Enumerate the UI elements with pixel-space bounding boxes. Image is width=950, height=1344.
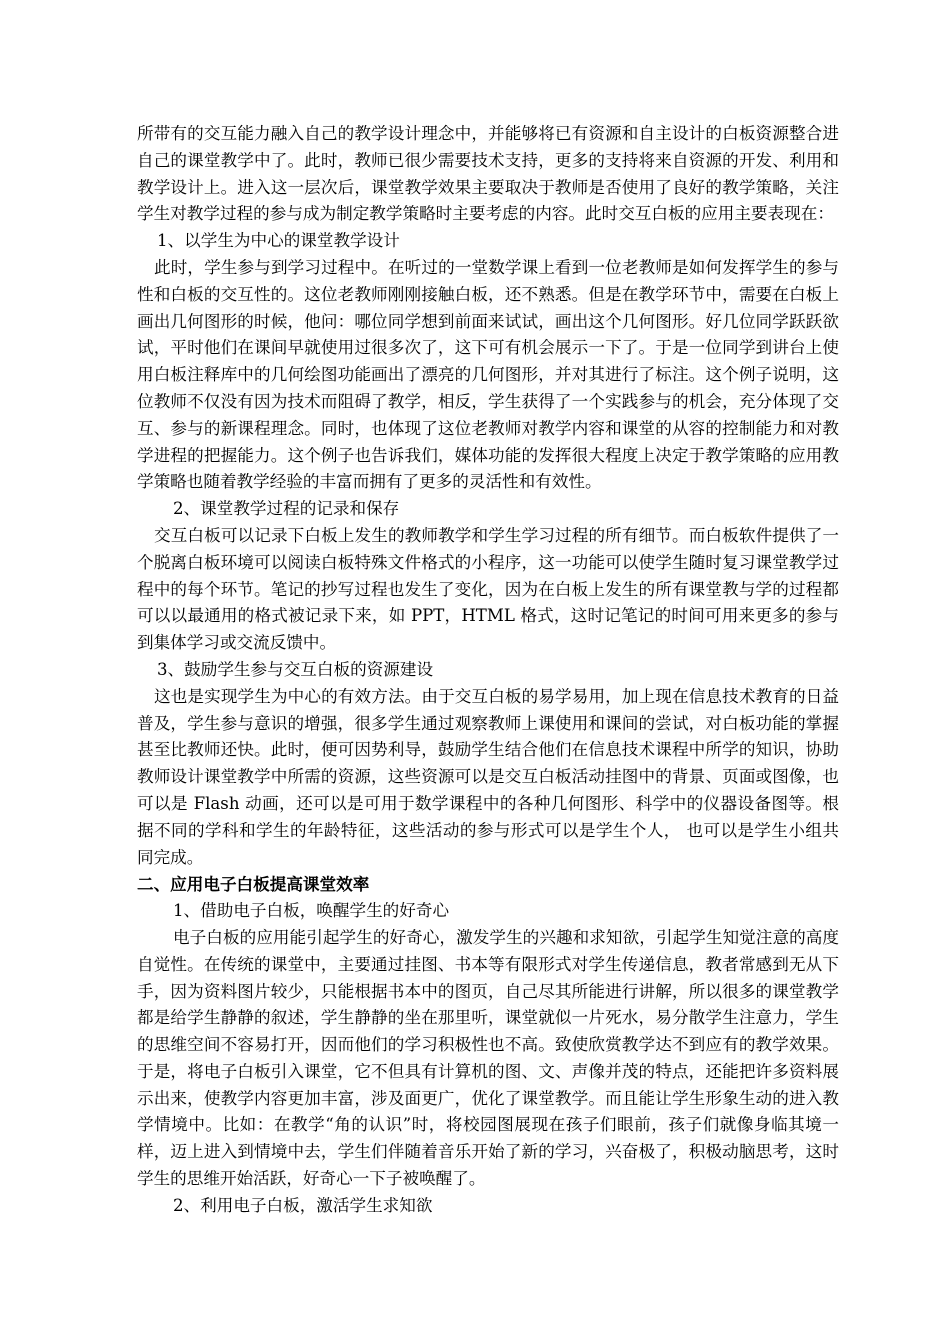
subheading-record-save: 2、课堂教学过程的记录和保存 [173, 499, 400, 519]
subheading-student-centered: 1、以学生为中心的课堂教学设计 [157, 231, 400, 251]
subheading-desire-to-learn: 2、利用电子白板，激活学生求知欲 [173, 1195, 433, 1215]
paragraph-student-centered: 此时，学生参与到学习过程中。在听过的一堂数学课上看到一位老教师是如何发挥学生的参与性和白板的交互性的。这位老教师刚刚接触白板，还不熟悉。但是在教学环节中，需要在白板上画出几何图形的时候，他问：哪位同学想到前面来试试，画出这个几何图形。好几位同学跃跃欲试，平时他们在课间早就使用过很多次了，这下可有机会展示一下了。于是一位同学到讲台上使用白板注释库中的几何绘图功能画出了漂亮的几何图形，并对其进行了标注。这个例子说明，这位教师不仅没有因为技术而阻碍了教学，相反，学生获得了一个实践参与的机会，充分体现了交互、参与的新课程理念。同时，也体现了这位老教师对教学内容和课堂的从容的控制能力和对教学进程的把握能力。这个例子也告诉我们，媒体功能的发挥很大程度上决定于教学策略的应用教学策略也随着教学经验的丰富而拥有了更多的灵活性和有效性。 [137, 257, 839, 492]
subheading-resource-building: 3、鼓励学生参与交互白板的资源建设 [157, 659, 434, 679]
paragraph-intro: 所带有的交互能力融入自己的教学设计理念中，并能够将已有资源和自主设计的白板资源整合进自己的课堂教学中了。此时，教师已很少需要技术支持，更多的支持将来自资源的开发、利用和教学设计上。进入这一层次后，课堂教学效果主要取决于教师是否使用了良好的教学策略，关注学生对教学过程的参与成为制定教学策略时主要考虑的内容。此时交互白板的应用主要表现在： [137, 124, 839, 224]
paragraph-curiosity: 电子白板的应用能引起学生的好奇心，激发学生的兴趣和求知欲，引起学生知觉注意的高度自觉性。在传统的课堂中，主要通过挂图、书本等有限形式对学生传递信息，教者常感到无从下手，因为资料图片较少，只能根据书本中的图页，自己尽其所能进行讲解，所以很多的课堂教学都是给学生静静的叙述，学生静静的坐在那里听，课堂就似一片死水，易分散学生注意力，学生的思维空间不容易打开，因而他们的学习积极性也不高。致使欣赏教学达不到应有的教学效果。于是，将电子白板引入课堂，它不但具有计算机的图、文、声像并茂的特点，还能把许多资料展示出来，使教学内容更加丰富，涉及面更广，优化了课堂教学。而且能让学生形象生动的进入教学情境中。比如：在教学“角的认识”时，将校园图展现在孩子们眼前，孩子们就像身临其境一样，迈上进入到情境中去，学生们伴随着音乐开始了新的学习，兴奋极了，积极动脑思考，这时学生的思维开始活跃，好奇心一下子被唤醒了。 [137, 927, 839, 1189]
section-heading-efficiency: 二、应用电子白板提高课堂效率 [137, 874, 370, 895]
subheading-curiosity: 1、借助电子白板，唤醒学生的好奇心 [173, 901, 450, 921]
paragraph-resource-building: 这也是实现学生为中心的有效方法。由于交互白板的易学易用，加上现在信息技术教育的日益普及，学生参与意识的增强，很多学生通过观察教师上课使用和课间的尝试，对白板功能的掌握甚至比教师还快。此时，便可因势利导，鼓励学生结合他们在信息技术课程中所学的知识，协助教师设计课堂教学中所需的资源，这些资源可以是交互白板活动挂图中的背景、页面或图像，也可以是 Flash 动画，还可以是可用于数学课程中的各种几何图形、科学中的仪器设备图等。根据不同的学科和学生的年龄特征，这些活动的参与形式可以是学生个人， 也可以是学生小组共同完成。 [137, 686, 839, 867]
paragraph-record-save: 交互白板可以记录下白板上发生的教师教学和学生学习过程的所有细节。而白板软件提供了一个脱离白板环境可以阅读白板特殊文件格式的小程序，这一功能可以使学生随时复习课堂教学过程中的每个环节。笔记的抄写过程也发生了变化，因为在白板上发生的所有课堂教与学的过程都可以以最通用的格式被记录下来，如 PPT，HTML 格式，这时记笔记的时间可用来更多的参与到集体学习或交流反馈中。 [137, 525, 839, 653]
document-page [137, 121, 839, 1220]
